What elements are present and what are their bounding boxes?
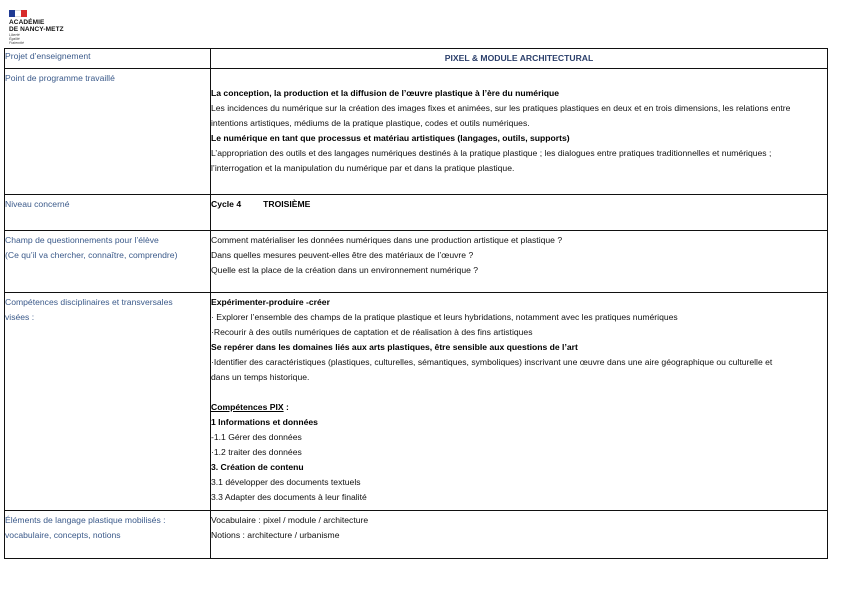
- project-title: PIXEL & MODULE ARCHITECTURAL: [211, 49, 828, 69]
- label-questionnements-1: Champ de questionnements pour l’élève: [5, 235, 159, 245]
- competences-line-2: ·Recourir à des outils numériques de captation et de réalisation à des fins artistiques: [211, 327, 533, 337]
- label-elements-1: Éléments de langage plastique mobilisés :: [5, 515, 166, 525]
- pix-item-1-2: ·1.2 traiter des données: [211, 447, 302, 457]
- niveau-classe: TROISIÈME: [263, 199, 311, 209]
- questionnements-content: [211, 231, 828, 293]
- academie-logo: [9, 10, 69, 50]
- logo-motto-2: Égalité: [9, 37, 20, 41]
- pix-item-1-1: -1.1 Gérer des données: [211, 432, 302, 442]
- elements-notions: Notions : architecture / urbanisme: [211, 530, 340, 540]
- row-niveau: [5, 195, 828, 231]
- programme-text-1b: intentions artistiques, médiums de la pratique plastique, codes et outils numériques.: [211, 118, 530, 128]
- question-1: Comment matérialiser les données numériques dans une production artistique et plastique ?: [211, 235, 563, 245]
- question-2: Dans quelles mesures peuvent-elles être des matériaux de l’œuvre ?: [211, 250, 474, 260]
- competences-heading-1: Expérimenter-produire -créer: [211, 297, 330, 307]
- marianne-flag-icon: [9, 10, 27, 17]
- pix-heading-1: 1 Informations et données: [211, 417, 318, 427]
- competences-line-1: · Explorer l’ensemble des champs de la pratique plastique et leurs hybridations, notamment avec les pratiques numériques: [211, 312, 678, 322]
- logo-line-1: ACADÉMIE: [9, 19, 45, 26]
- competences-line-3b: dans un temps historique.: [211, 372, 310, 382]
- lesson-plan-table: [4, 48, 828, 559]
- label-elements: [5, 511, 211, 559]
- elements-content: [211, 511, 828, 559]
- competences-line-3a: ·Identifier des caractéristiques (plastiques, culturelles, sémantiques, symboliques) inscrivant une œuvre dans une aire géographique ou culturelle et: [211, 357, 773, 367]
- label-questionnements: [5, 231, 211, 293]
- programme-text-1a: Les incidences du numérique sur la création des images fixes et animées, sur les pratiques plastiques en deux et en trois dimensions, les relations entre: [211, 103, 791, 113]
- row-elements: [5, 511, 828, 559]
- label-niveau: Niveau concerné: [5, 195, 211, 231]
- pix-title-line: [211, 400, 827, 415]
- niveau-cycle: Cycle 4: [211, 199, 242, 209]
- label-competences-1: Compétences disciplinaires et transversales: [5, 297, 173, 307]
- niveau-content: [211, 195, 828, 231]
- pix-title-colon: :: [283, 402, 289, 412]
- label-questionnements-2: (Ce qu’il va chercher, connaître, comprendre): [5, 250, 178, 260]
- label-programme: Point de programme travaillé: [5, 69, 211, 195]
- logo-motto-3: Fraternité: [9, 41, 24, 45]
- programme-text-2a: L’appropriation des outils et des langages numériques destinés à la pratique plastique ; les dialogues entre pratiques traditionnelles et numériques ;: [211, 148, 772, 158]
- label-projet: Projet d’enseignement: [5, 49, 211, 69]
- competences-content: [211, 293, 828, 511]
- label-elements-2: vocabulaire, concepts, notions: [5, 530, 121, 540]
- programme-heading-2: Le numérique en tant que processus et matériau artistiques (langages, outils, supports): [211, 133, 570, 143]
- programme-content: [211, 69, 828, 195]
- row-programme: [5, 69, 828, 195]
- row-competences: [5, 293, 828, 511]
- programme-text-2b: l’interrogation et la manipulation du numérique par et dans la pratique plastique.: [211, 163, 515, 173]
- pix-heading-3: 3. Création de contenu: [211, 462, 304, 472]
- logo-line-2: DE NANCY-METZ: [9, 26, 64, 33]
- competences-heading-2: Se repérer dans les domaines liés aux arts plastiques, être sensible aux questions de l’art: [211, 342, 578, 352]
- pix-item-3-3: 3.3 Adapter des documents à leur finalité: [211, 492, 367, 502]
- row-projet: [5, 49, 828, 69]
- row-questionnements: [5, 231, 828, 293]
- label-competences: [5, 293, 211, 511]
- pix-title: Compétences PIX: [211, 402, 284, 412]
- label-competences-2: visées :: [5, 312, 35, 322]
- question-3: Quelle est la place de la création dans un environnement numérique ?: [211, 265, 479, 275]
- pix-item-3-1: 3.1 développer des documents textuels: [211, 477, 361, 487]
- programme-heading-1: La conception, la production et la diffusion de l’œuvre plastique à l’ère du numérique: [211, 88, 560, 98]
- logo-motto-1: Liberté: [9, 33, 20, 37]
- elements-vocabulaire: Vocabulaire : pixel / module / architecture: [211, 515, 369, 525]
